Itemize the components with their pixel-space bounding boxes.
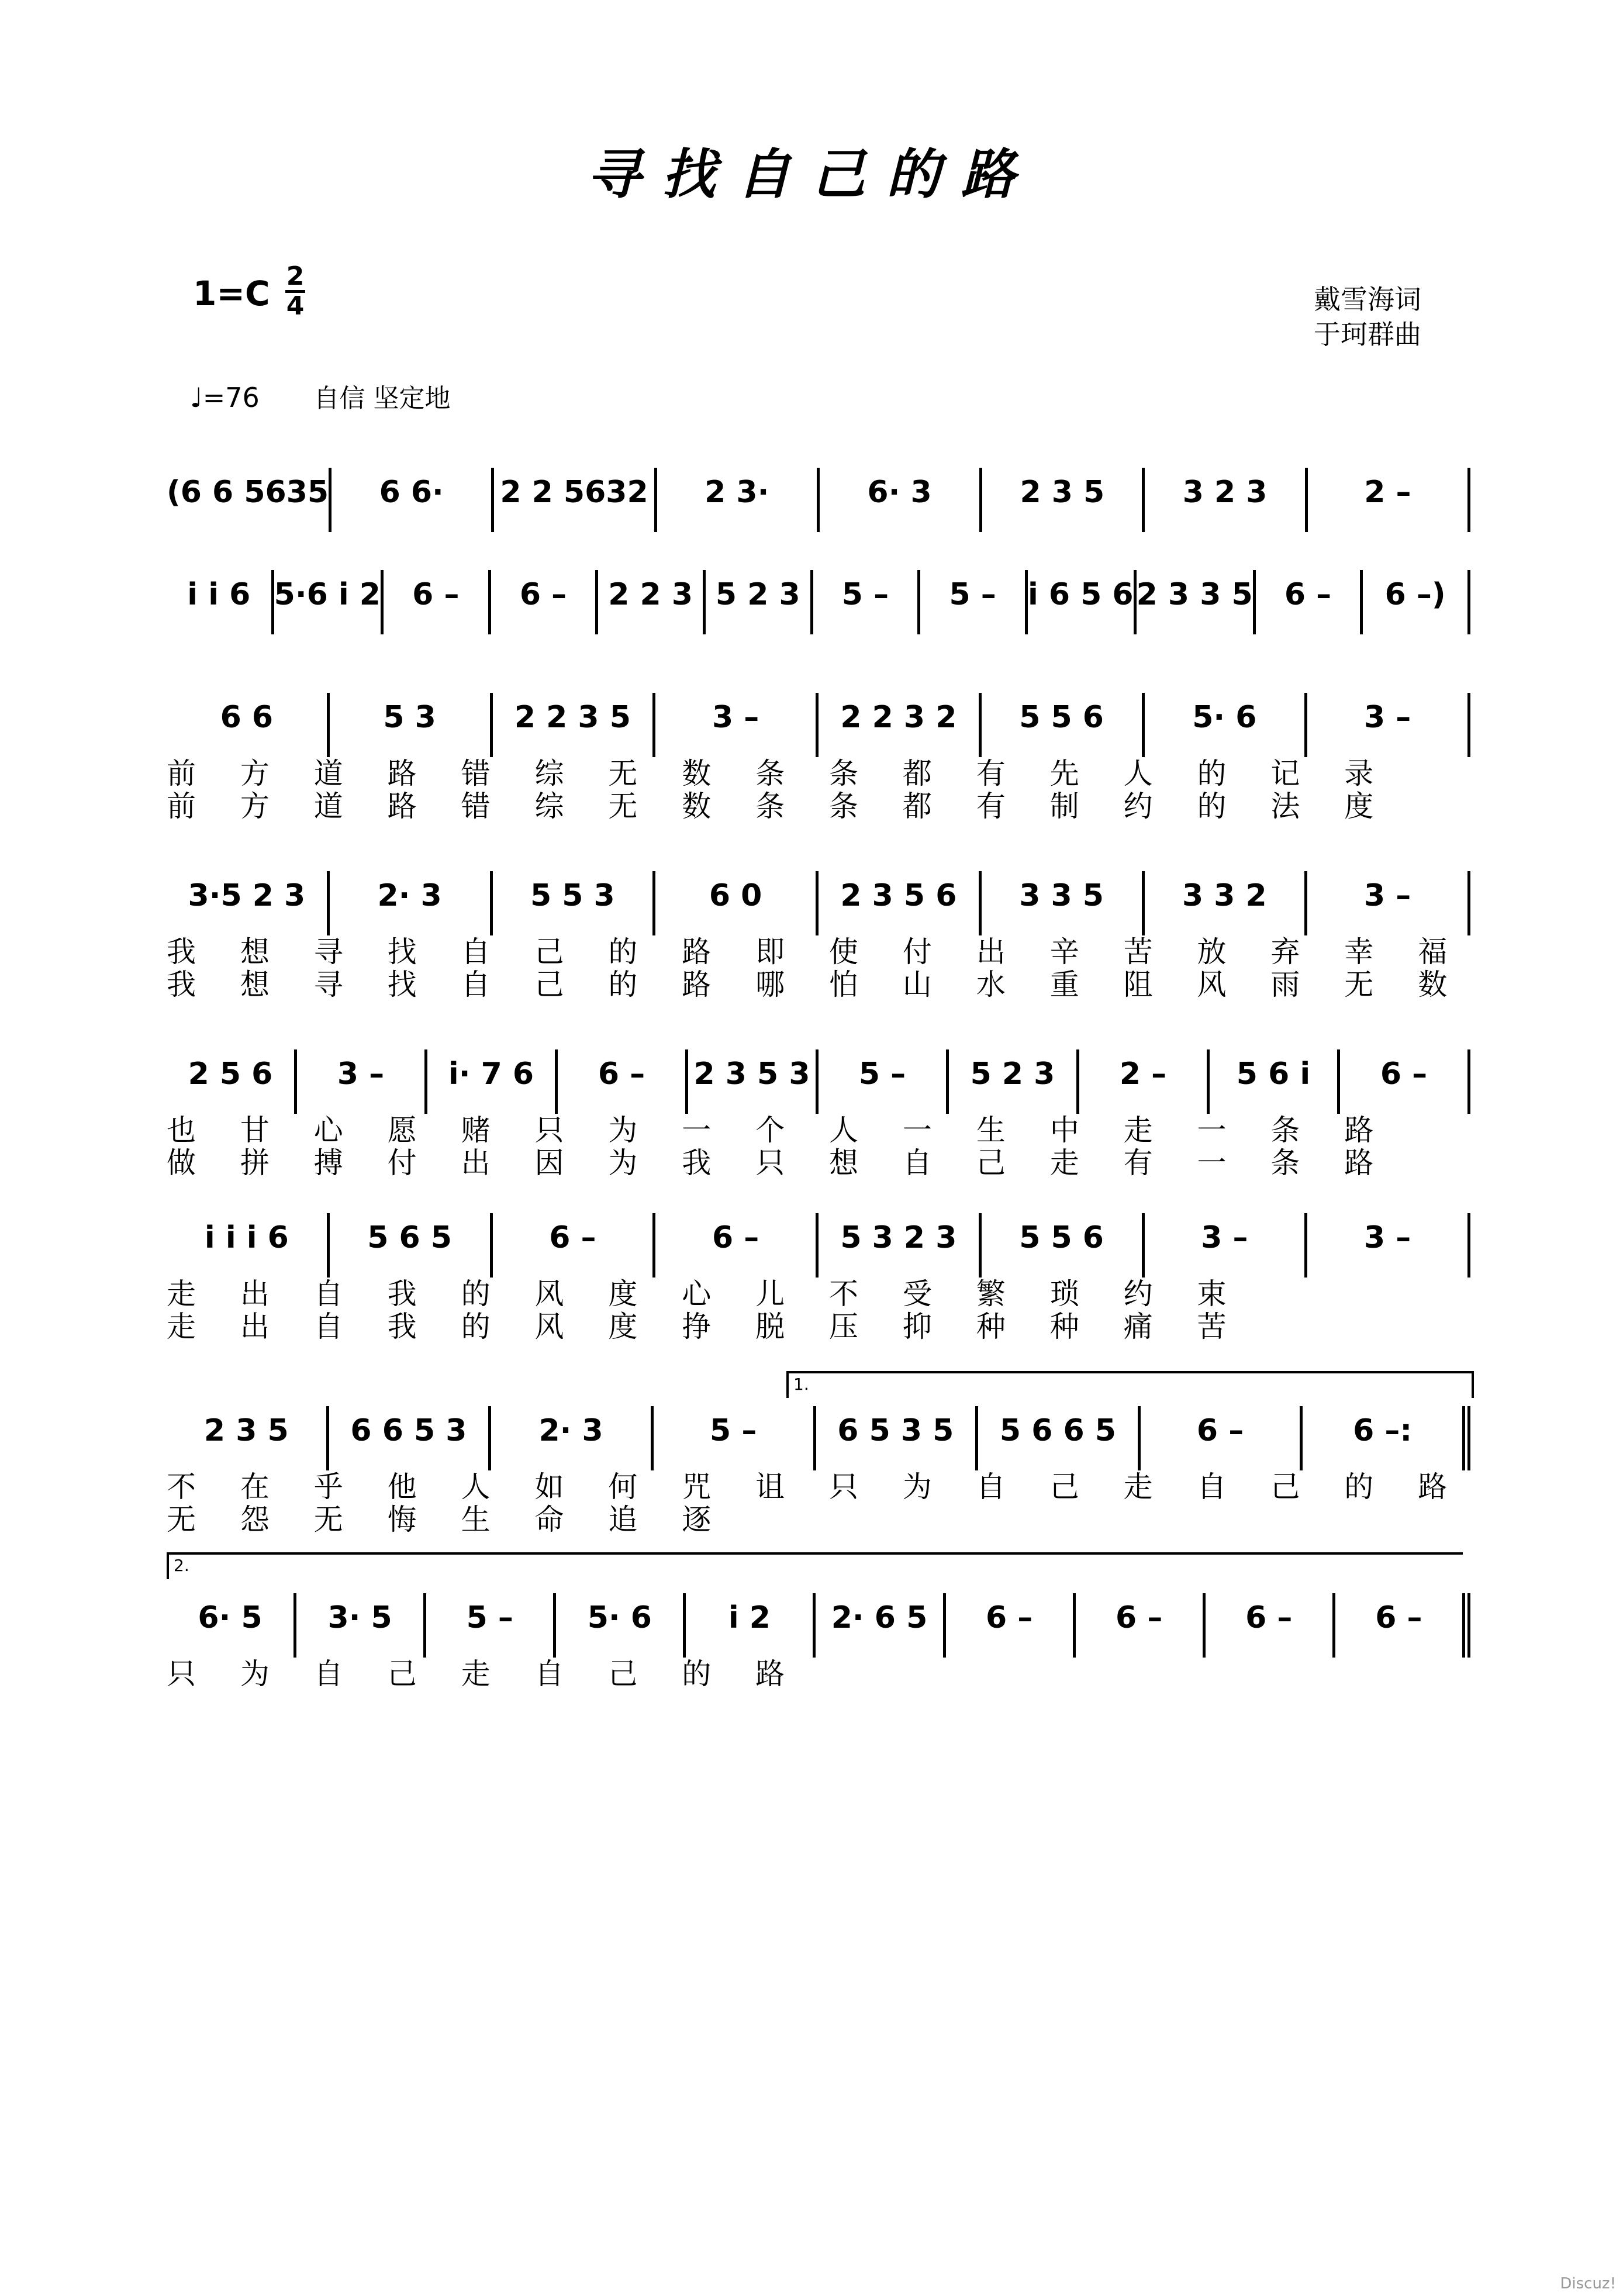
measure: 6 – xyxy=(1206,1593,1335,1658)
measure: i i i 6 xyxy=(167,1213,330,1278)
measure: 6· 3 xyxy=(820,468,982,532)
song-title: 寻找自己的路 xyxy=(586,143,1036,206)
measure: 5 – xyxy=(426,1593,556,1658)
measure: 5 – xyxy=(654,1406,816,1470)
measure: 5· 6 xyxy=(556,1593,686,1658)
measure: 5 3 xyxy=(330,693,493,757)
measure: 5 – xyxy=(920,570,1028,634)
watermark: Discuz! xyxy=(1560,2275,1616,2292)
measure: 6 – xyxy=(1256,570,1363,634)
measure: 3 2 3 xyxy=(1145,468,1307,532)
measure: 2 2 3 5 xyxy=(493,693,656,757)
measure: 3 – xyxy=(297,1049,427,1114)
score-system xyxy=(167,1556,1470,1691)
measure: 3 – xyxy=(1307,871,1470,935)
measure: 3· 5 xyxy=(296,1593,426,1658)
measure: 2 2 5632 xyxy=(494,468,657,532)
measure: 6 – xyxy=(1141,1406,1303,1470)
measure: 2· 6 5 xyxy=(816,1593,945,1658)
measure: 2 3 5 3 xyxy=(688,1049,819,1114)
tempo-line xyxy=(190,377,451,415)
lyric-line: 走 出 自 我 的 风 度 挣 脱 压 抑 种 种 痛 苦 xyxy=(167,1310,1244,1344)
measure: 5 – xyxy=(819,1049,949,1114)
measure: 2 2 3 2 xyxy=(819,693,982,757)
measure: 5 6 6 5 xyxy=(978,1406,1141,1470)
tempo-mark: ♩=76 xyxy=(190,382,260,413)
score-system xyxy=(167,570,1470,634)
measure: 2 3 3 5 xyxy=(1137,570,1256,634)
measure: 6 6 5 3 xyxy=(329,1406,492,1470)
measure: i 6 5 6 xyxy=(1028,570,1137,634)
score-system xyxy=(167,468,1470,532)
lyric-line: 只 为 自 己 走 自 己 的 路 xyxy=(167,1657,803,1691)
measure: 2 2 3 xyxy=(598,570,706,634)
notation-row xyxy=(167,1213,1470,1278)
lyric-line: 我 想 寻 找 自 己 的 路 哪 怕 山 水 重 阻 风 雨 无 数 xyxy=(167,968,1465,1002)
lyric-line: 前 方 道 路 错 综 无 数 条 条 都 有 先 人 的 记 录 xyxy=(167,757,1391,790)
measure: 3·5 2 3 xyxy=(167,871,330,935)
volta-bracket: 2. xyxy=(167,1552,1463,1579)
time-signature xyxy=(285,261,305,321)
lyricist: 戴雪海词 xyxy=(1314,284,1421,315)
measure: 5 2 3 xyxy=(706,570,813,634)
lyric-line: 也 甘 心 愿 赌 只 为 一 个 人 一 生 中 走 一 条 路 xyxy=(167,1113,1391,1147)
notation-row xyxy=(167,1406,1470,1470)
measure: 6 0 xyxy=(655,871,819,935)
measure: 5 5 6 xyxy=(982,693,1145,757)
measure: i i 6 xyxy=(167,570,274,634)
measure: 2 – xyxy=(1079,1049,1210,1114)
lyric-line: 做 拼 搏 付 出 因 为 我 只 想 自 己 走 有 一 条 路 xyxy=(167,1146,1391,1180)
notation-row xyxy=(167,693,1470,757)
measure: 6 5 3 5 xyxy=(816,1406,979,1470)
measure: 3 – xyxy=(1145,1213,1308,1278)
score-system xyxy=(167,1213,1470,1343)
measure: 2· 3 xyxy=(491,1406,654,1470)
key-signature: 1=C xyxy=(193,274,270,313)
measure: 3 3 2 xyxy=(1145,871,1308,935)
score-system xyxy=(167,871,1470,1001)
measure: 6 – xyxy=(1340,1049,1470,1114)
measure: 5 5 6 xyxy=(982,1213,1145,1278)
notation-row xyxy=(167,1593,1470,1658)
measure: 3 – xyxy=(655,693,819,757)
notation-row xyxy=(167,468,1470,532)
measure: 6 –) xyxy=(1363,570,1470,634)
measure: 2· 3 xyxy=(330,871,493,935)
measure: 2 – xyxy=(1308,468,1470,532)
lyric-line: 不 在 乎 他 人 如 何 咒 诅 只 为 自 己 走 自 己 的 路 xyxy=(167,1470,1465,1504)
measure: 2 5 6 xyxy=(167,1049,297,1114)
credits xyxy=(1314,282,1421,352)
score-system xyxy=(167,1375,1470,1537)
meter-top: 2 xyxy=(286,261,305,291)
measure: 6· 5 xyxy=(167,1593,296,1658)
measure: i 2 xyxy=(686,1593,816,1658)
score-system xyxy=(167,693,1470,823)
composer: 于珂群曲 xyxy=(1314,319,1421,350)
lyric-line: 我 想 寻 找 自 己 的 路 即 使 付 出 辛 苦 放 弃 幸 福 xyxy=(167,935,1465,969)
measure: i· 7 6 xyxy=(427,1049,558,1114)
lyric-line: 无 怨 无 悔 生 命 追 逐 xyxy=(167,1503,729,1537)
measure: 6 – xyxy=(1335,1593,1470,1658)
measure: 2 3 5 6 xyxy=(819,871,982,935)
measure: 6 – xyxy=(491,570,599,634)
measure: 5· 6 xyxy=(1145,693,1308,757)
measure: 2 3 5 xyxy=(167,1406,329,1470)
measure: 2 3 5 xyxy=(982,468,1145,532)
measure: 5 6 i xyxy=(1210,1049,1340,1114)
lyric-line: 前 方 道 路 错 综 无 数 条 条 都 有 制 约 的 法 度 xyxy=(167,789,1391,823)
measure: 6 – xyxy=(1076,1593,1206,1658)
measure: 6 –: xyxy=(1303,1406,1470,1470)
measure: 6 – xyxy=(558,1049,688,1114)
score-system xyxy=(167,1049,1470,1179)
volta-bracket: 1. xyxy=(786,1371,1474,1398)
notation-row xyxy=(167,570,1470,634)
measure: 3 – xyxy=(1307,693,1470,757)
notation-row xyxy=(167,871,1470,935)
measure: 5 – xyxy=(813,570,921,634)
measure: 6 – xyxy=(384,570,491,634)
measure: 6 6 xyxy=(167,693,330,757)
measure: 3 – xyxy=(1307,1213,1470,1278)
lyric-line: 走 出 自 我 的 风 度 心 儿 不 受 繁 琐 约 束 xyxy=(167,1277,1244,1311)
measure: 2 3· xyxy=(657,468,820,532)
notation-row xyxy=(167,1049,1470,1114)
measure: (6 6 5635 xyxy=(167,468,331,532)
measure: 6 6· xyxy=(331,468,494,532)
measure: 5 3 2 3 xyxy=(819,1213,982,1278)
measure: 5·6 i 2 xyxy=(274,570,384,634)
measure: 5 5 3 xyxy=(493,871,656,935)
measure: 5 2 3 xyxy=(949,1049,1079,1114)
measure: 6 – xyxy=(655,1213,819,1278)
measure: 5 6 5 xyxy=(330,1213,493,1278)
measure: 3 3 5 xyxy=(982,871,1145,935)
measure: 6 – xyxy=(493,1213,656,1278)
meter-bottom: 4 xyxy=(286,291,305,321)
performance-style: 自信 坚定地 xyxy=(313,384,451,413)
measure: 6 – xyxy=(946,1593,1076,1658)
